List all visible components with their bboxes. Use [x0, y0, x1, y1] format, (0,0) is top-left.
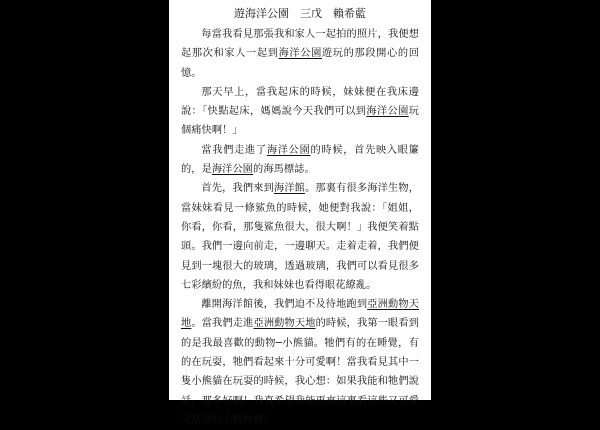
paragraph-text: 首先，我們來到 — [201, 183, 274, 195]
paragraph — [181, 179, 419, 295]
paragraph-text: 玩個痛快啊！」 — [181, 106, 419, 137]
underlined-place-name: 海洋公園 — [266, 144, 311, 156]
paragraph-text: 那天早上，當我起床的時候，妹妹便在我床邊說：「快點起床，媽媽說今天我們可以到 — [181, 86, 419, 118]
document-body — [181, 25, 419, 430]
underlined-place-name: 海洋館 — [273, 183, 306, 195]
paragraph-text: 的時候，我第一眼看到的是我最喜歡的動物─小熊貓。牠們有的在睡覺，有的在玩耍，牠們看起來十分可愛啊！當我看見其中一隻小熊貓在玩耍的時候，我心想：如果我能和牠們說話，那多好啊！我真希望我能再來這裏看這些又可愛又活潑的小動物啊！ — [181, 318, 420, 426]
underlined-place-name: 海洋公園 — [366, 106, 409, 118]
underlined-place-name: 亞洲動物天地 — [181, 299, 419, 330]
paragraph-text: 當我們走進了 — [201, 144, 267, 156]
paragraph-text: 的時候，首先映入眼簾的，是 — [181, 144, 419, 176]
paragraph — [181, 141, 419, 180]
paragraph — [181, 295, 419, 430]
document-title: 遊海洋公園 三戊 賴希藍 — [234, 7, 366, 20]
paragraph-text: 。那裏有很多海洋生物，當妹妹看見一條鯊魚的時候，她便對我說：「姐姐，你看，你看，那隻鯊魚很大，很大啊！」我便笑着點頭。我們一邊向前走，一邊聊天。走着走着，我們便見到一塊很大的玻璃，透過玻璃，我們可以看見很多七彩繽紛的魚，我和妹妹也看得眼花繚亂。 — [181, 183, 419, 291]
underlined-place-name: 海洋公園 — [278, 48, 322, 60]
underlined-place-name: 海洋公園 — [211, 164, 254, 176]
paragraph-text: 每當我看見那張我和家人一起拍的照片，我便想起那次和家人一起到 — [181, 29, 419, 60]
paragraph — [181, 25, 419, 83]
paragraph-text: 遊玩的那段開心的回憶。 — [181, 48, 419, 79]
paragraph — [181, 83, 419, 141]
document-page — [169, 0, 431, 426]
paragraph-text: 。當我們走進 — [191, 318, 254, 330]
paragraph-text: 的海馬標誌。 — [253, 164, 315, 176]
paragraph-text: 離開海洋館後，我們迫不及待地跑到 — [201, 299, 368, 311]
underlined-place-name: 亞洲動物天地 — [253, 318, 316, 330]
